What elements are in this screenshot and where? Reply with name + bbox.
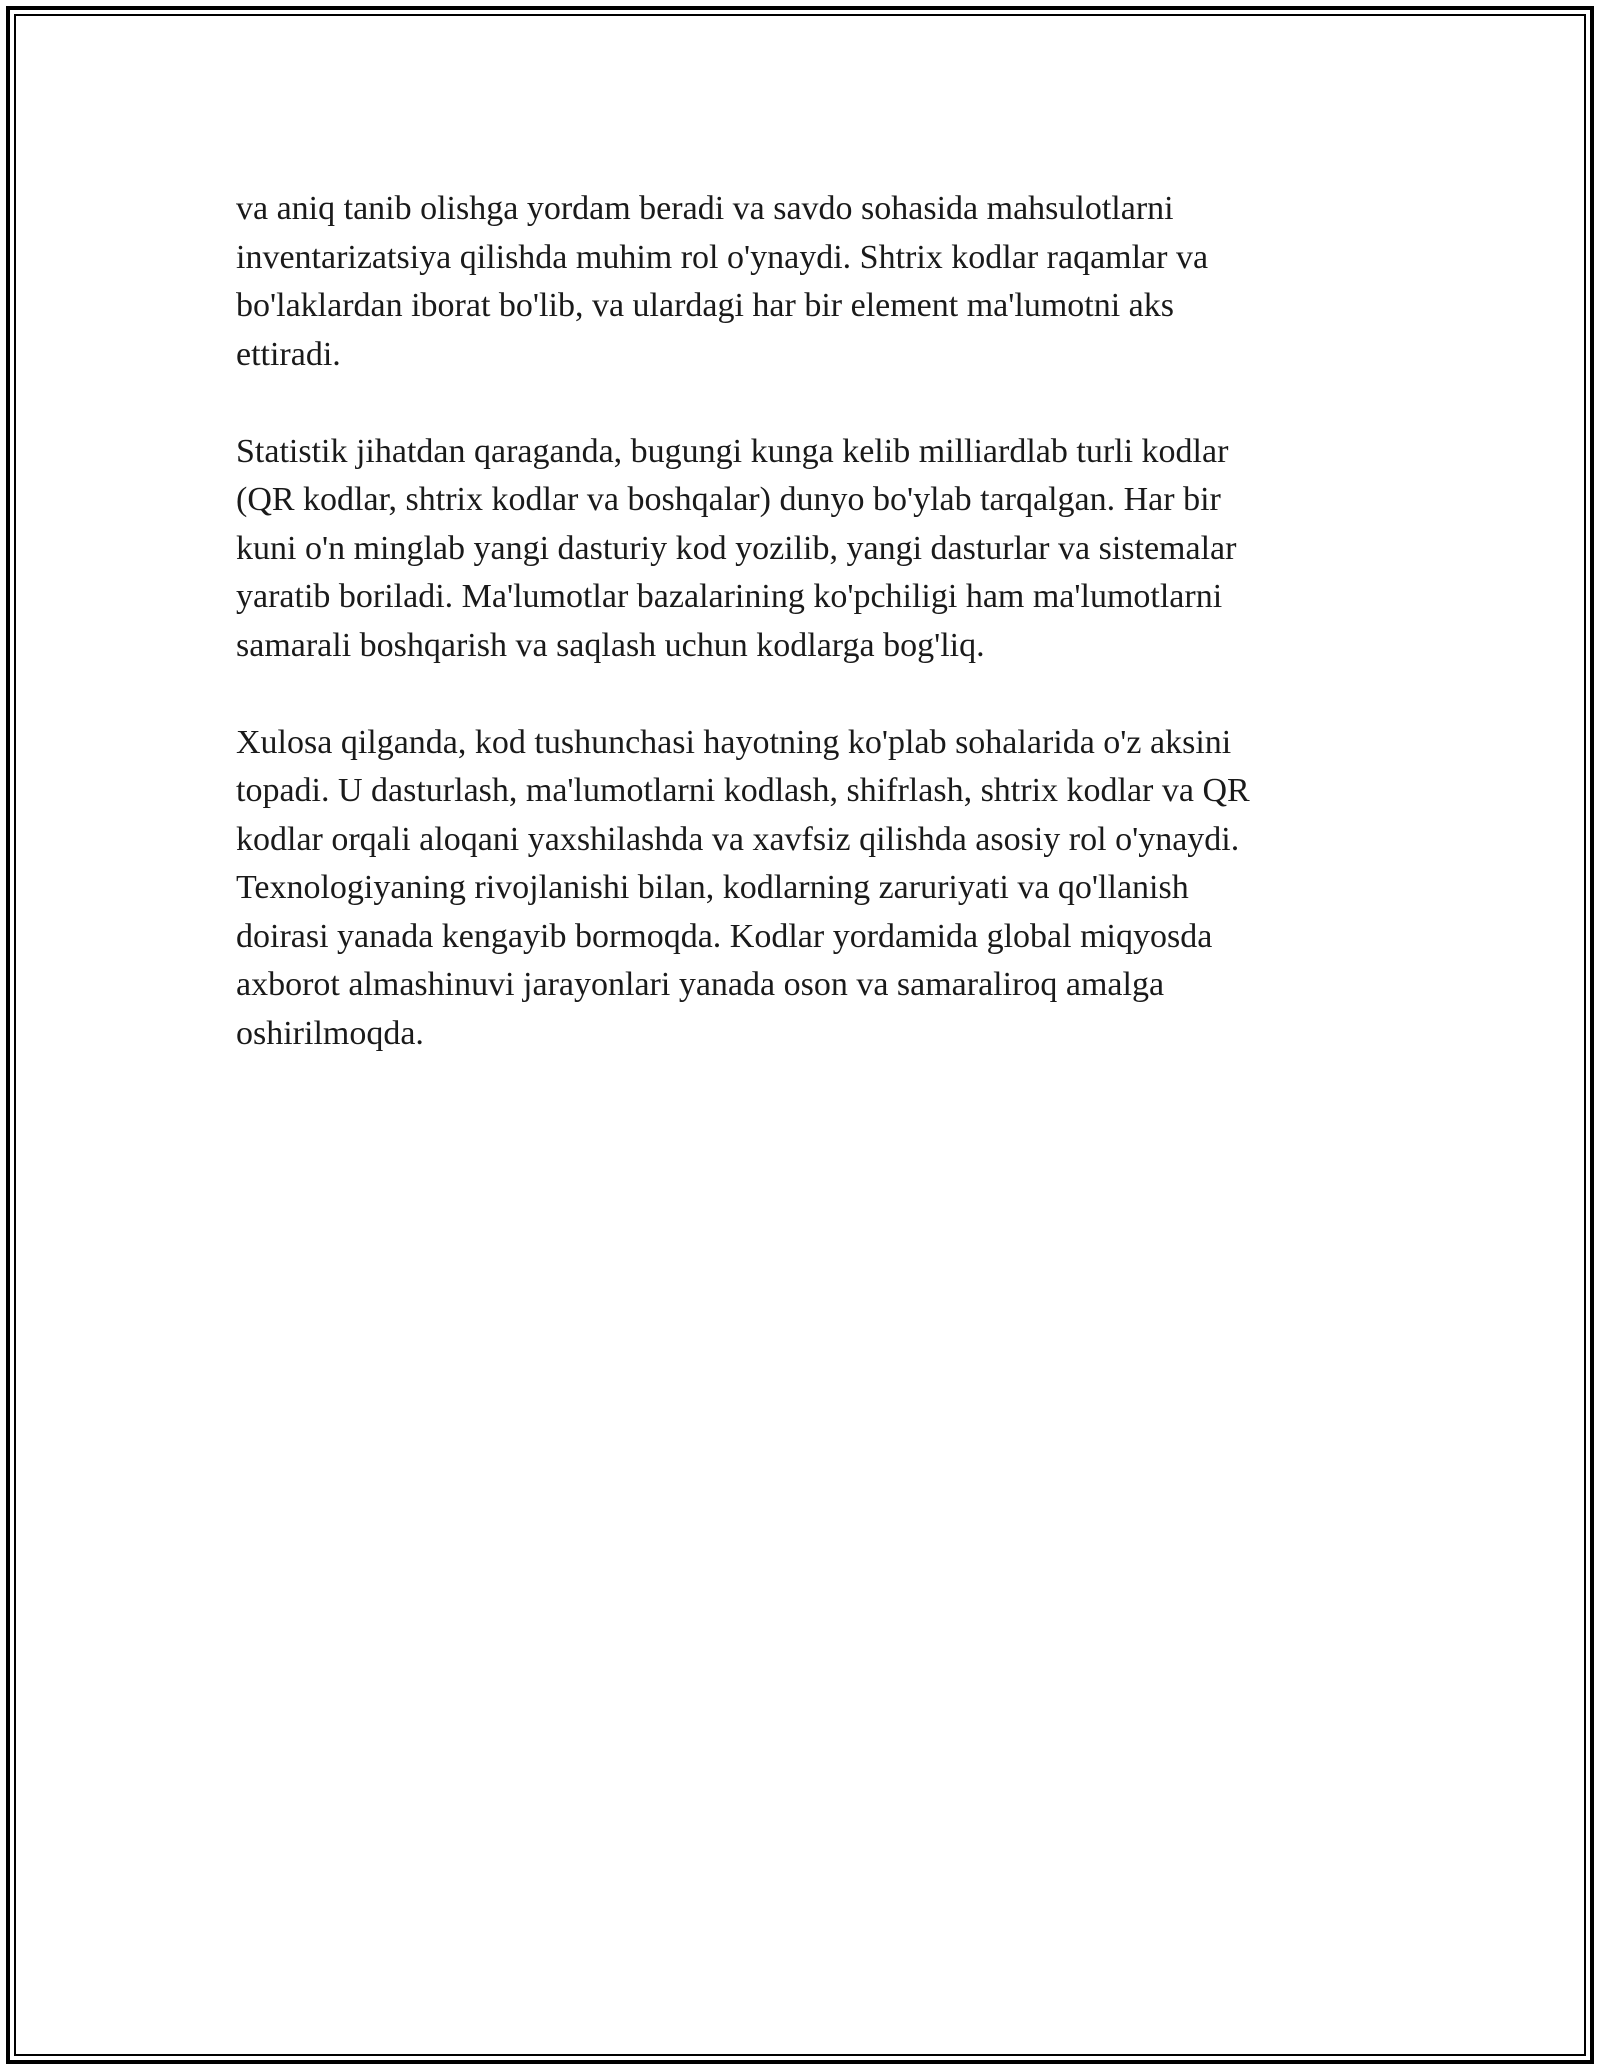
text-line: doirasi yanada kengayib bormoqda. Kodlar yordamida global miqyosda [236, 917, 1213, 955]
paragraph-conclusion [236, 719, 1356, 1059]
text-line: ettiradi. [236, 335, 341, 373]
document-body [236, 185, 1356, 1058]
paragraph-barcodes [236, 185, 1356, 379]
text-line: Statistik jihatdan qaraganda, bugungi kunga kelib milliardlab turli kodlar [236, 432, 1229, 470]
text-line: Xulosa qilganda, kod tushunchasi hayotning ko'plab sohalarida o'z aksini [236, 723, 1232, 761]
text-line: kuni o'n minglab yangi dasturiy kod yozilib, yangi dasturlar va sistemalar [236, 529, 1237, 567]
paragraph-statistics [236, 428, 1356, 671]
text-line: (QR kodlar, shtrix kodlar va boshqalar) dunyo bo'ylab tarqalgan. Har bir [236, 481, 1221, 518]
text-line: inventarizatsiya qilishda muhim rol o'ynaydi. Shtrix kodlar raqamlar va [236, 238, 1209, 276]
text-line: oshirilmoqda. [236, 1014, 424, 1052]
text-line: kodlar orqali aloqani yaxshilashda va xavfsiz qilishda asosiy rol o'ynaydi. [236, 820, 1240, 858]
text-line: bo'laklardan iborat bo'lib, va ulardagi har bir element ma'lumotni aks [236, 287, 1174, 324]
text-line: topadi. U dasturlash, ma'lumotlarni kodlash, shifrlash, shtrix kodlar va QR [236, 772, 1250, 809]
text-line: yaratib boriladi. Ma'lumotlar bazalarining ko'pchiligi ham ma'lumotlarni [236, 578, 1223, 615]
text-line: Texnologiyaning rivojlanishi bilan, kodlarning zaruriyati va qo'llanish [236, 869, 1189, 906]
text-line: samarali boshqarish va saqlash uchun kodlarga bog'liq. [236, 626, 985, 664]
text-line: axborot almashinuvi jarayonlari yanada oson va samaraliroq amalga [236, 966, 1165, 1003]
text-line: va aniq tanib olishga yordam beradi va savdo sohasida mahsulotlarni [236, 190, 1174, 227]
